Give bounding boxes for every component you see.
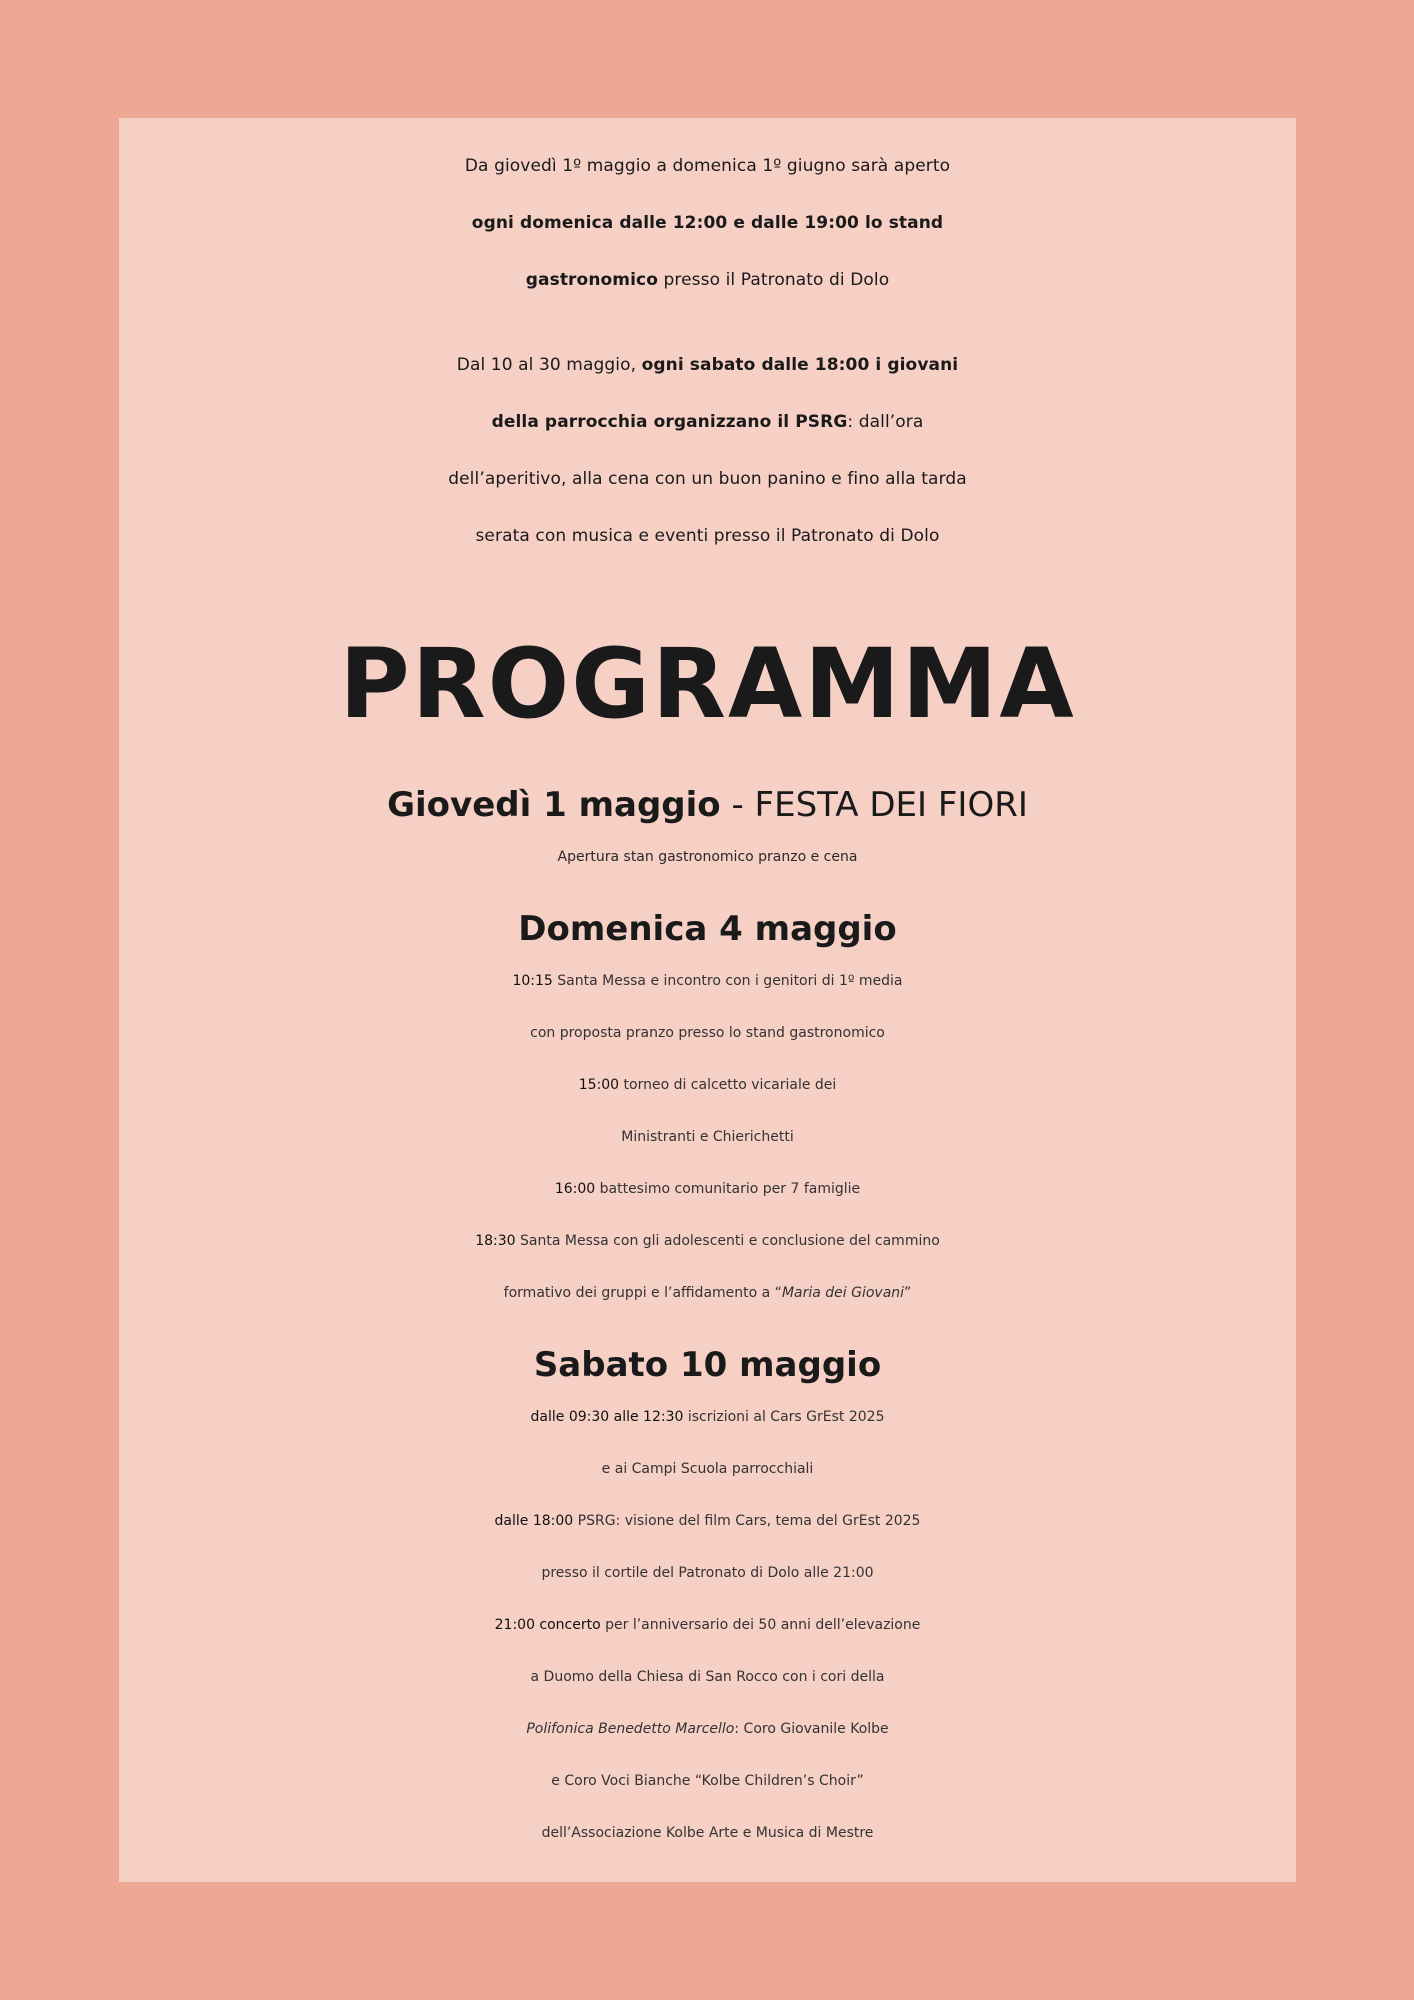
event-line: [119, 1495, 1296, 1547]
event-line: [119, 1651, 1296, 1703]
event-text: ”: [904, 1285, 912, 1301]
event-line: [119, 1163, 1296, 1215]
content-panel: [119, 118, 1296, 1882]
event-text: Santa Messa con gli adolescenti e conclusione del cammino: [515, 1233, 940, 1249]
event-text: Santa Messa e incontro con i genitori di 1º media: [552, 973, 903, 989]
event-title: Sabato 10 maggio: [533, 1345, 882, 1385]
event-line: [119, 1443, 1296, 1495]
event-time: dalle 18:00: [494, 1513, 574, 1529]
event-line: [119, 831, 1296, 883]
event-text: a Duomo della Chiesa di San Rocco con i cori della: [530, 1669, 885, 1685]
event-festa-dei-fiori: [119, 779, 1296, 883]
event-text: : Coro Giovanile Kolbe: [734, 1721, 889, 1737]
event-time: 10:15: [512, 973, 553, 989]
event-line: [119, 1703, 1296, 1755]
intro-bold-text: della parrocchia organizzano il PSRG: [491, 412, 848, 432]
event-line: [119, 1007, 1296, 1059]
event-text: Ministranti e Chierichetti: [621, 1129, 794, 1145]
intro-section: [119, 138, 1296, 565]
event-time: dalle 09:30 alle 12:30: [530, 1409, 684, 1425]
event-subtitle: - FESTA DEI FIORI: [720, 785, 1028, 825]
intro-paragraph-psrg: [119, 337, 1296, 565]
event-italic-text: Polifonica Benedetto Marcello: [526, 1721, 735, 1737]
event-line: [119, 1267, 1296, 1319]
event-line: [119, 1059, 1296, 1111]
event-text: con proposta pranzo presso lo stand gastronomico: [530, 1025, 885, 1041]
event-text: PSRG: visione del film Cars, tema del GrEst 2025: [573, 1513, 921, 1529]
intro-bold-text: ogni domenica dalle 12:00 e dalle 19:00 lo stand: [471, 213, 944, 233]
event-text: Apertura stan gastronomico pranzo e cena: [557, 849, 858, 865]
event-line: [119, 955, 1296, 1007]
event-time: 15:00: [578, 1077, 620, 1093]
event-date: Giovedì 1 maggio: [387, 785, 721, 825]
event-italic-text: Maria dei Giovani: [781, 1285, 905, 1301]
event-line: [119, 1111, 1296, 1163]
event-line: [119, 1807, 1296, 1859]
event-line: [119, 1599, 1296, 1651]
intro-text: serata con musica e eventi presso il Patronato di Dolo: [475, 526, 940, 546]
intro-text: Da giovedì 1º maggio a domenica 1º giugno sarà aperto: [464, 156, 951, 176]
event-text: presso il cortile del Patronato di Dolo alle 21:00: [541, 1565, 874, 1581]
event-text: dell’Associazione Kolbe Arte e Musica di Mestre: [541, 1825, 874, 1841]
event-title: [119, 779, 1296, 831]
intro-bold-text: ogni sabato dalle 18:00 i giovani: [641, 355, 959, 375]
page-title: PROGRAMMA: [339, 628, 1076, 740]
event-text: e Coro Voci Bianche “Kolbe Children’s Choir”: [551, 1773, 864, 1789]
intro-text: presso il Patronato di Dolo: [658, 270, 890, 290]
event-time: 18:30: [475, 1233, 516, 1249]
event-domenica-4-maggio: [119, 903, 1296, 1319]
event-time: 21:00 concerto: [494, 1617, 601, 1633]
event-line: [119, 1547, 1296, 1599]
intro-text: : dall’ora: [847, 412, 924, 432]
event-text: torneo di calcetto vicariale dei: [619, 1077, 837, 1093]
intro-paragraph-stand: [119, 138, 1296, 309]
intro-bold-text: gastronomico: [525, 270, 658, 290]
event-sabato-10-maggio: [119, 1339, 1296, 1859]
event-text: e ai Campi Scuola parrocchiali: [601, 1461, 814, 1477]
intro-text: dell’aperitivo, alla cena con un buon panino e fino alla tarda: [448, 469, 967, 489]
event-text: iscrizioni al Cars GrEst 2025: [683, 1409, 885, 1425]
intro-text: Dal 10 al 30 maggio,: [456, 355, 642, 375]
event-title: Domenica 4 maggio: [518, 909, 897, 949]
event-text: per l’anniversario dei 50 anni dell’elevazione: [600, 1617, 921, 1633]
event-text: battesimo comunitario per 7 famiglie: [595, 1181, 861, 1197]
event-line: [119, 1755, 1296, 1807]
event-line: [119, 1215, 1296, 1267]
event-text: formativo dei gruppi e l’affidamento a “: [503, 1285, 782, 1301]
event-time: 16:00: [554, 1181, 596, 1197]
event-line: [119, 1391, 1296, 1443]
